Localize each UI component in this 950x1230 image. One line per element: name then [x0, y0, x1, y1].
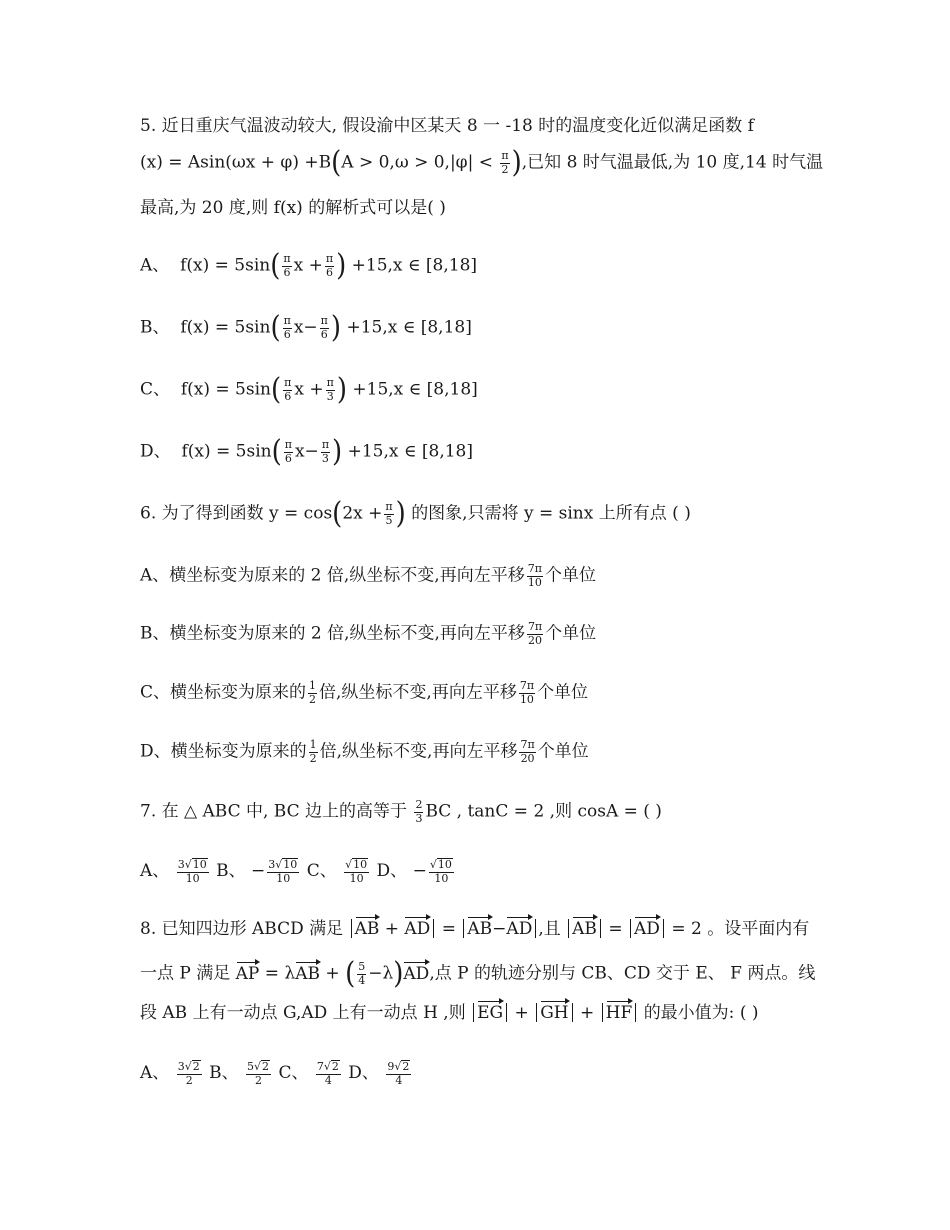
fraction: $\frac{\pi}{6}$ — [284, 438, 292, 465]
fraction: $\frac{7√2}{4}$ — [316, 1060, 339, 1087]
fraction: $\frac{1}{2}$ — [309, 679, 317, 706]
fraction: $\frac{1}{2}$ — [309, 738, 317, 765]
q5-stem-line-2 — [140, 145, 824, 181]
vector-magnitude: AB — [568, 919, 601, 938]
q6-option-d[interactable]: D、横坐标变为原来的 $\frac{1}{2}$ 倍,纵坐标不变,再向左平移 $\frac{7\pi}{20}$ 个单位 — [140, 738, 589, 765]
q8-option-c[interactable]: C、 $\frac{7√2}{4}$ — [278, 1060, 339, 1087]
fraction: $\frac{3√10}{10}$ — [177, 858, 207, 885]
vector-magnitude: HF — [602, 1003, 637, 1022]
fraction: $\frac{\pi}{5}$ — [385, 500, 393, 527]
q5-option-b[interactable]: B、 f(x) = 5sin( $\frac{\pi}{6}$ x− $\frac{\pi}{6}$ ) +15,x ∈ [8,18] — [140, 310, 472, 346]
q6-stem: 6. 为了得到函数 y = cos(2x + $\frac{\pi}{5}$ ) 的图象,只需将 y = sinx 上所有点 ( ) — [140, 496, 691, 532]
fraction: $\frac{7\pi}{10}$ — [527, 562, 542, 589]
q5-func-text: (x) = Asin(ωx + φ) +B — [140, 152, 332, 173]
q5-text: ,已知 8 时气温最低,为 10 度,14 时气温 — [521, 152, 824, 173]
q7-options — [140, 858, 456, 885]
fraction: $\frac{\pi}{6}$ — [283, 252, 291, 279]
fraction: $\frac{5}{4}$ — [358, 960, 366, 987]
fraction: $\frac{7\pi}{20}$ — [527, 620, 543, 647]
fraction: $\frac{5√2}{2}$ — [247, 1060, 270, 1087]
q8-option-a[interactable]: A、 $\frac{3√2}{2}$ — [140, 1060, 200, 1087]
fraction: $\frac{7\pi}{20}$ — [520, 738, 535, 765]
q5-option-a[interactable]: A、 f(x) = 5sin( $\frac{\pi}{6}$ x + $\frac{\pi}{6}$ ) +15,x ∈ [8,18] — [140, 248, 478, 284]
fraction: $\frac{\pi}{6}$ — [325, 252, 334, 279]
q5-option-c[interactable]: C、 f(x) = 5sin( $\frac{\pi}{6}$ x + $\frac{\pi}{3}$ ) +15,x ∈ [8,18] — [140, 372, 478, 408]
q6-option-c[interactable]: C、横坐标变为原来的 $\frac{1}{2}$ 倍,纵坐标不变,再向左平移 $\frac{7\pi}{10}$ 个单位 — [140, 679, 589, 706]
q5-text: 最高,为 20 度,则 f(x) 的解析式可以是( ) — [140, 198, 446, 218]
q5-stem-line-3 — [140, 200, 446, 217]
q8-stem-line-3: 段 AB 上有一动点 G,AD 上有一动点 H ,则 EG + GH + HF 的最小值为: ( ) — [140, 1003, 759, 1023]
q8-options — [140, 1060, 413, 1087]
fraction: $\frac{\pi}{6}$ — [320, 314, 328, 341]
fraction: $\frac{√10}{10}$ — [345, 858, 368, 885]
fraction: $\frac{9√2}{4}$ — [387, 1060, 410, 1087]
q7-stem: 7. 在 △ ABC 中, BC 边上的高等于 $\frac{2}{3}$ BC , tanC = 2 ,则 cosA = ( ) — [140, 798, 662, 825]
vector-magnitude: AB + AD — [351, 919, 435, 938]
q7-option-a[interactable]: A、 $\frac{3√10}{10}$ — [140, 858, 207, 885]
q8-option-d[interactable]: D、 $\frac{9√2}{4}$ — [348, 1060, 410, 1087]
fraction: $\frac{\pi}{3}$ — [321, 438, 330, 465]
fraction: $\frac{7\pi}{10}$ — [519, 679, 535, 706]
vector-magnitude: GH — [536, 1003, 572, 1022]
fraction: $\frac{2}{3}$ — [415, 798, 423, 825]
q6-option-b[interactable]: B、横坐标变为原来的 2 倍,纵坐标不变,再向左平移 $\frac{7\pi}{20}$ 个单位 — [140, 620, 597, 647]
fraction: $\frac{√10}{10}$ — [429, 858, 452, 885]
right-paren: ) — [511, 145, 522, 181]
q5-option-d[interactable]: D、 f(x) = 5sin( $\frac{\pi}{6}$ x− $\frac{\pi}{3}$ ) +15,x ∈ [8,18] — [140, 434, 473, 470]
q5-stem-line-1 — [140, 118, 754, 135]
q5-text: 5. 近日重庆气温波动较大, 假设渝中区某天 8 一 -18 时的温度变化近似满足函数 f — [140, 116, 754, 136]
q7-option-d[interactable]: D、 − $\frac{√10}{10}$ — [376, 858, 452, 885]
q7-option-b[interactable]: B、 − $\frac{3√10}{10}$ — [216, 858, 298, 885]
fraction: $\frac{\pi}{6}$ — [284, 376, 292, 403]
fraction: $\frac{\pi}{3}$ — [326, 376, 334, 403]
fraction: $\frac{\pi}{6}$ — [283, 314, 291, 341]
q8-stem-line-2: 一点 P 满足 AP = λAB + ( $\frac{5}{4}$ −λ)AD,点 P 的轨迹分别与 CB、CD 交于 E、 F 两点。线 — [140, 956, 816, 992]
q6-option-a[interactable]: A、横坐标变为原来的 2 倍,纵坐标不变,再向左平移 $\frac{7\pi}{10}$ 个单位 — [140, 562, 596, 589]
vector-magnitude: AD — [630, 919, 664, 938]
q8-stem-line-1: 8. 已知四边形 ABCD 满足 AB + AD = AB−AD ,且 AB = AD = 2 。设平面内有 — [140, 919, 810, 939]
q7-option-c[interactable]: C、 $\frac{√10}{10}$ — [306, 858, 368, 885]
vector-magnitude: EG — [473, 1003, 507, 1022]
fraction: $\frac{3√10}{10}$ — [268, 858, 298, 885]
fraction: $\frac{3√2}{2}$ — [177, 1060, 200, 1087]
vector-magnitude: AB−AD — [463, 919, 536, 938]
left-paren: ( — [331, 145, 342, 181]
fraction: $\frac{\pi}{2}$ — [501, 149, 509, 176]
q8-option-b[interactable]: B、 $\frac{5√2}{2}$ — [209, 1060, 270, 1087]
q5-condition: A > 0,ω > 0,|φ| < — [341, 152, 493, 173]
